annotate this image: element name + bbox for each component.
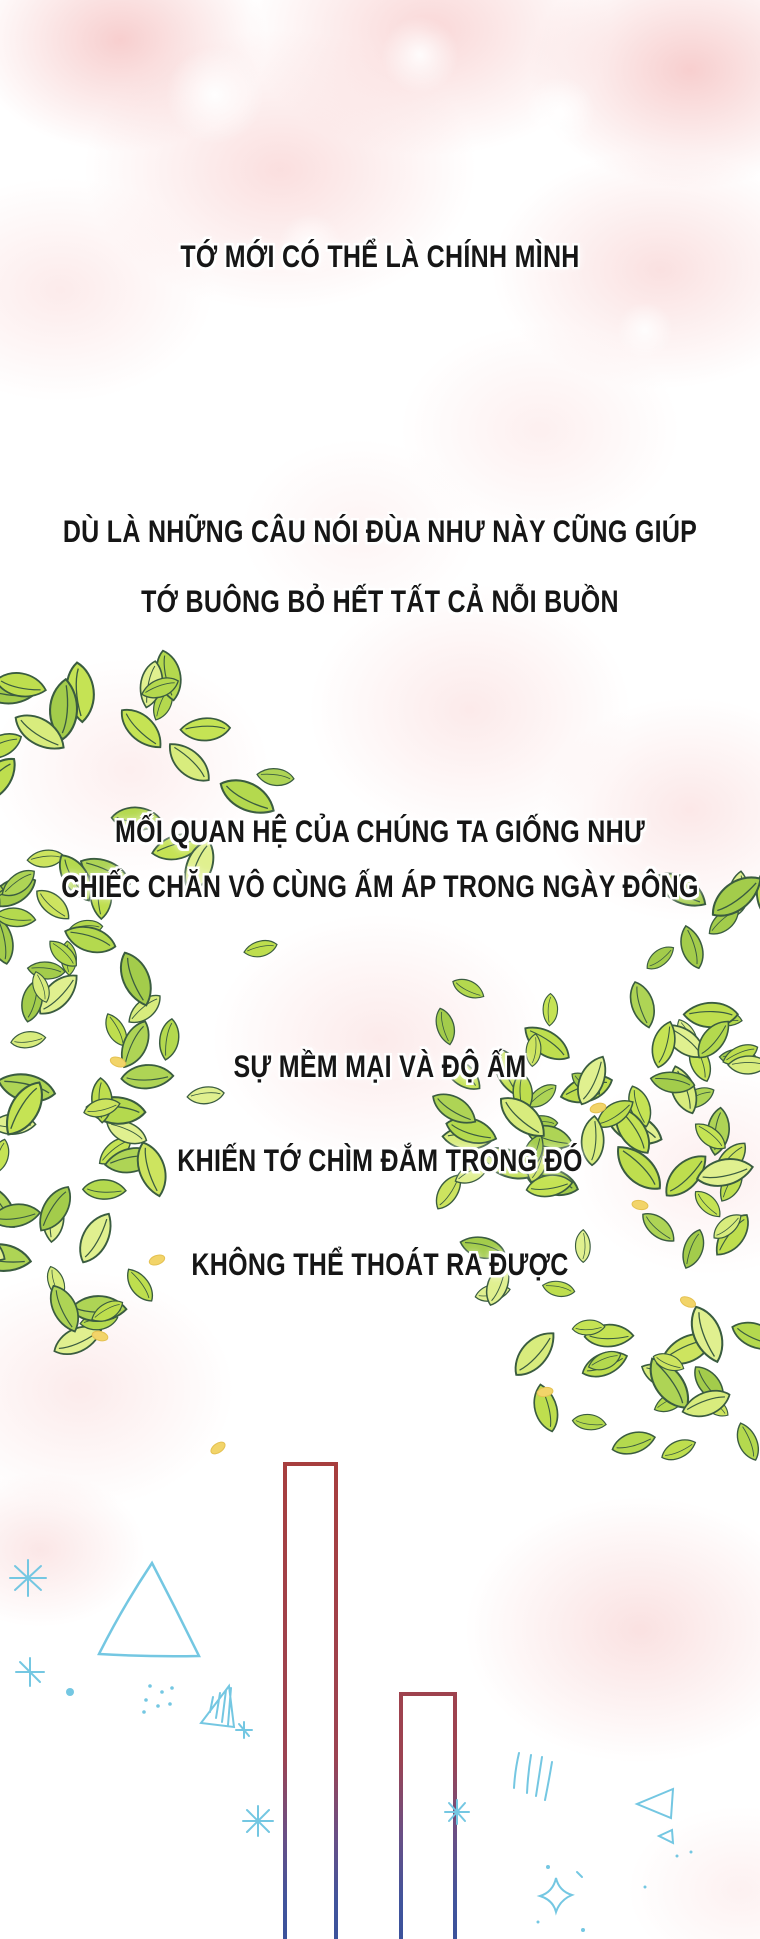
striped-cone-icon [201, 1686, 234, 1727]
dot-cluster [142, 1684, 174, 1714]
dot-icon [66, 1688, 74, 1696]
triangle-doodle-icon [99, 1563, 199, 1656]
sparkle-icon [445, 1800, 469, 1824]
hatch-marks-icon [514, 1753, 552, 1800]
dialogue-line-5: CHIẾC CHĂN VÔ CÙNG ẤM ÁP TRONG NGÀY ĐÔNG [61, 869, 699, 905]
dialogue-line-2: DÙ LÀ NHỮNG CÂU NÓI ĐÙA NHƯ NÀY CŨNG GIÚP [62, 514, 698, 550]
leaf-cluster-left [0, 649, 295, 1359]
sparkle-icon [16, 1658, 44, 1686]
four-point-star-icon [540, 1878, 572, 1912]
dot-cluster [537, 1851, 693, 1933]
blue-doodles [10, 1560, 693, 1932]
dialogue-line-7: KHIẾN TỚ CHÌM ĐẮM TRONG ĐÓ [177, 1143, 583, 1179]
red-bars [285, 1464, 455, 1939]
sparkle-icon [243, 1806, 273, 1836]
triangle-doodle-icon [637, 1789, 673, 1818]
short-bar-outline [401, 1694, 455, 1939]
dash-icon [577, 1872, 582, 1877]
dialogue-line-4: MỐI QUAN HỆ CỦA CHÚNG TA GIỐNG NHƯ [115, 814, 645, 850]
dialogue-line-8: KHÔNG THỂ THOÁT RA ĐƯỢC [191, 1247, 569, 1283]
dialogue-line-1: TỚ MỚI CÓ THỂ LÀ CHÍNH MÌNH [180, 239, 580, 275]
sparkle-icon [10, 1560, 46, 1596]
leaf-cluster-right [428, 863, 760, 1463]
triangle-doodle-icon [659, 1830, 673, 1843]
dialogue-line-6: SỰ MỀM MẠI VÀ ĐỘ ẤM [233, 1049, 527, 1085]
sparkle-icon [236, 1722, 252, 1738]
dialogue-line-3: TỚ BUÔNG BỎ HẾT TẤT CẢ NỖI BUỒN [141, 584, 619, 620]
tall-bar-outline [285, 1464, 336, 1939]
